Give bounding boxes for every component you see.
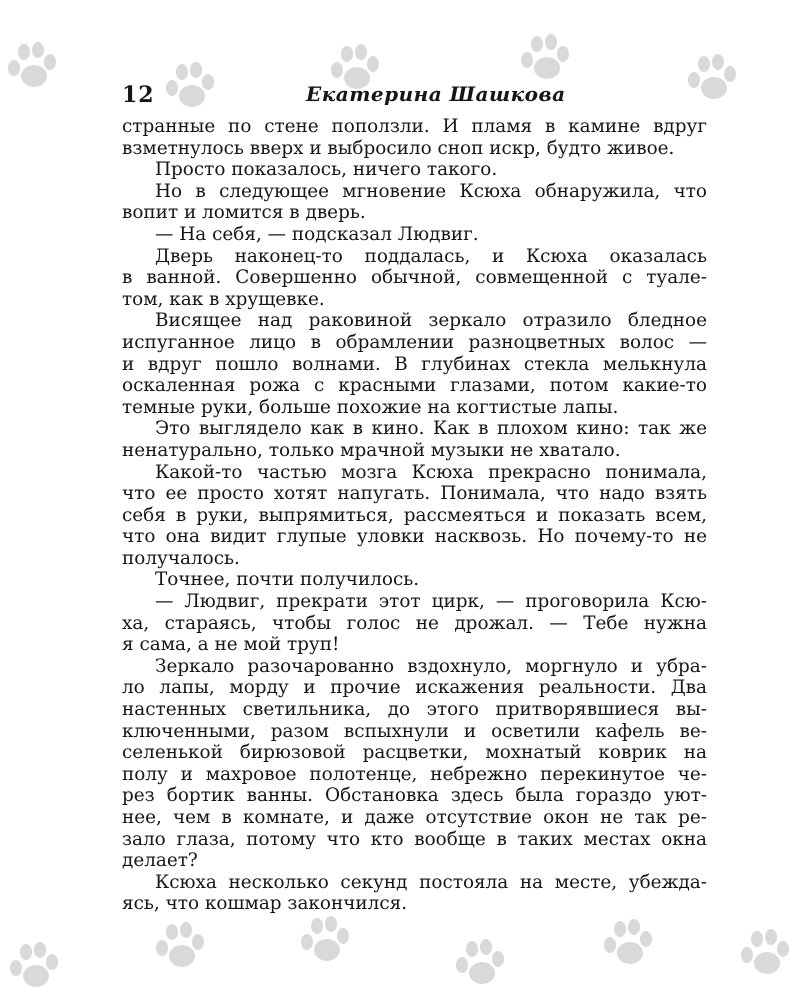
text-line: темные руки, больше похожие на когтистые лапы. [122, 396, 619, 418]
text-line: — Людвиг, прекрати этот цирк, — проговорила Ксю- [155, 591, 707, 613]
text-line: ясь, что кошмар закончился. [122, 893, 408, 915]
paw-print-icon [150, 918, 212, 970]
text-line: взметнулось вверх и выбросило сноп искр, будто живое. [122, 137, 675, 159]
text-line: получалось. [122, 547, 240, 569]
paw-print-icon [735, 925, 797, 977]
text-line: настенных светильника, до этого притворявшиеся вы- [122, 699, 707, 721]
paw-print-icon [4, 938, 66, 990]
text-line: Точнее, почти получилось. [155, 569, 420, 591]
text-line: что ее просто хотят напугать. Понимала, что надо взять [122, 483, 707, 505]
text-line: том, как в хрущевке. [122, 288, 325, 310]
text-line: Дверь наконец-то поддалась, и Ксюха оказалась [155, 245, 707, 267]
text-line: рез бортик ванны. Обстановка здесь была гораздо уют- [122, 785, 707, 807]
text-line: испуганное лицо в обрамлении разноцветных волос — [122, 331, 707, 353]
paw-print-icon [515, 30, 577, 82]
text-line: себя в руки, выпрямиться, рассмеяться и показать всем, [122, 504, 707, 526]
paw-print-icon [2, 38, 64, 90]
text-line: зало глаза, потому что кто вообще в таких местах окна [122, 828, 707, 850]
text-line: Ксюха несколько секунд постояла на месте, убежда- [155, 871, 707, 893]
text-line: вопит и ломится в дверь. [122, 202, 366, 224]
paw-print-icon [450, 935, 512, 987]
paw-print-icon [682, 50, 744, 102]
text-line: ненатурально, только мрачной музыки не хватало. [122, 439, 621, 461]
text-line: Зеркало разочарованно вздохнуло, моргнуло и убра- [155, 655, 707, 677]
text-line: полу и махровое полотенце, небрежно перекинутое че- [122, 763, 707, 785]
paw-print-icon [598, 915, 660, 967]
body-text [122, 116, 707, 915]
text-line: — На себя, — подсказал Людвиг. [155, 223, 479, 245]
text-line: странные по стене поползли. И пламя в камине вдруг [122, 116, 707, 137]
running-head-author: Екатерина Шашкова [306, 82, 566, 106]
page-number: 12 [122, 82, 155, 108]
text-line: ло лапы, морду и прочие искажения реальности. Два [122, 677, 707, 699]
text-line: ха, стараясь, чтобы голос не дрожал. — Тебе нужна [122, 612, 707, 634]
text-line: Это выглядело как в кино. Как в плохом кино: так же [155, 418, 707, 440]
text-line: нее, чем в комнате, и даже отсутствие окон не так ре- [122, 807, 707, 828]
text-line: делает? [122, 850, 198, 872]
text-line: оскаленная рожа с красными глазами, потом какие-то [122, 375, 707, 397]
paw-print-icon [160, 58, 222, 110]
text-line: Висящее над раковиной зеркало отразило бледное [155, 310, 707, 332]
text-line: Но в следующее мгновение Ксюха обнаружила, что [155, 180, 707, 202]
text-line: что она видит глупые уловки насквозь. Но почему-то не [122, 526, 707, 548]
text-line: я сама, а не мой труп! [122, 634, 340, 656]
text-line: Просто показалось, ничего такого. [155, 159, 498, 181]
text-line: ключенными, разом вспыхнули и осветили кафель ве- [122, 720, 707, 742]
paw-print-icon [295, 912, 357, 964]
text-line: Какой-то частью мозга Ксюха прекрасно понимала, [155, 461, 707, 483]
text-line: селенькой бирюзовой расцветки, мохнатый коврик на [122, 742, 707, 764]
text-line: и вдруг пошло волнами. В глубинах стекла мелькнула [122, 353, 707, 375]
text-line: в ванной. Совершенно обычной, совмещенной с туале- [122, 267, 707, 289]
